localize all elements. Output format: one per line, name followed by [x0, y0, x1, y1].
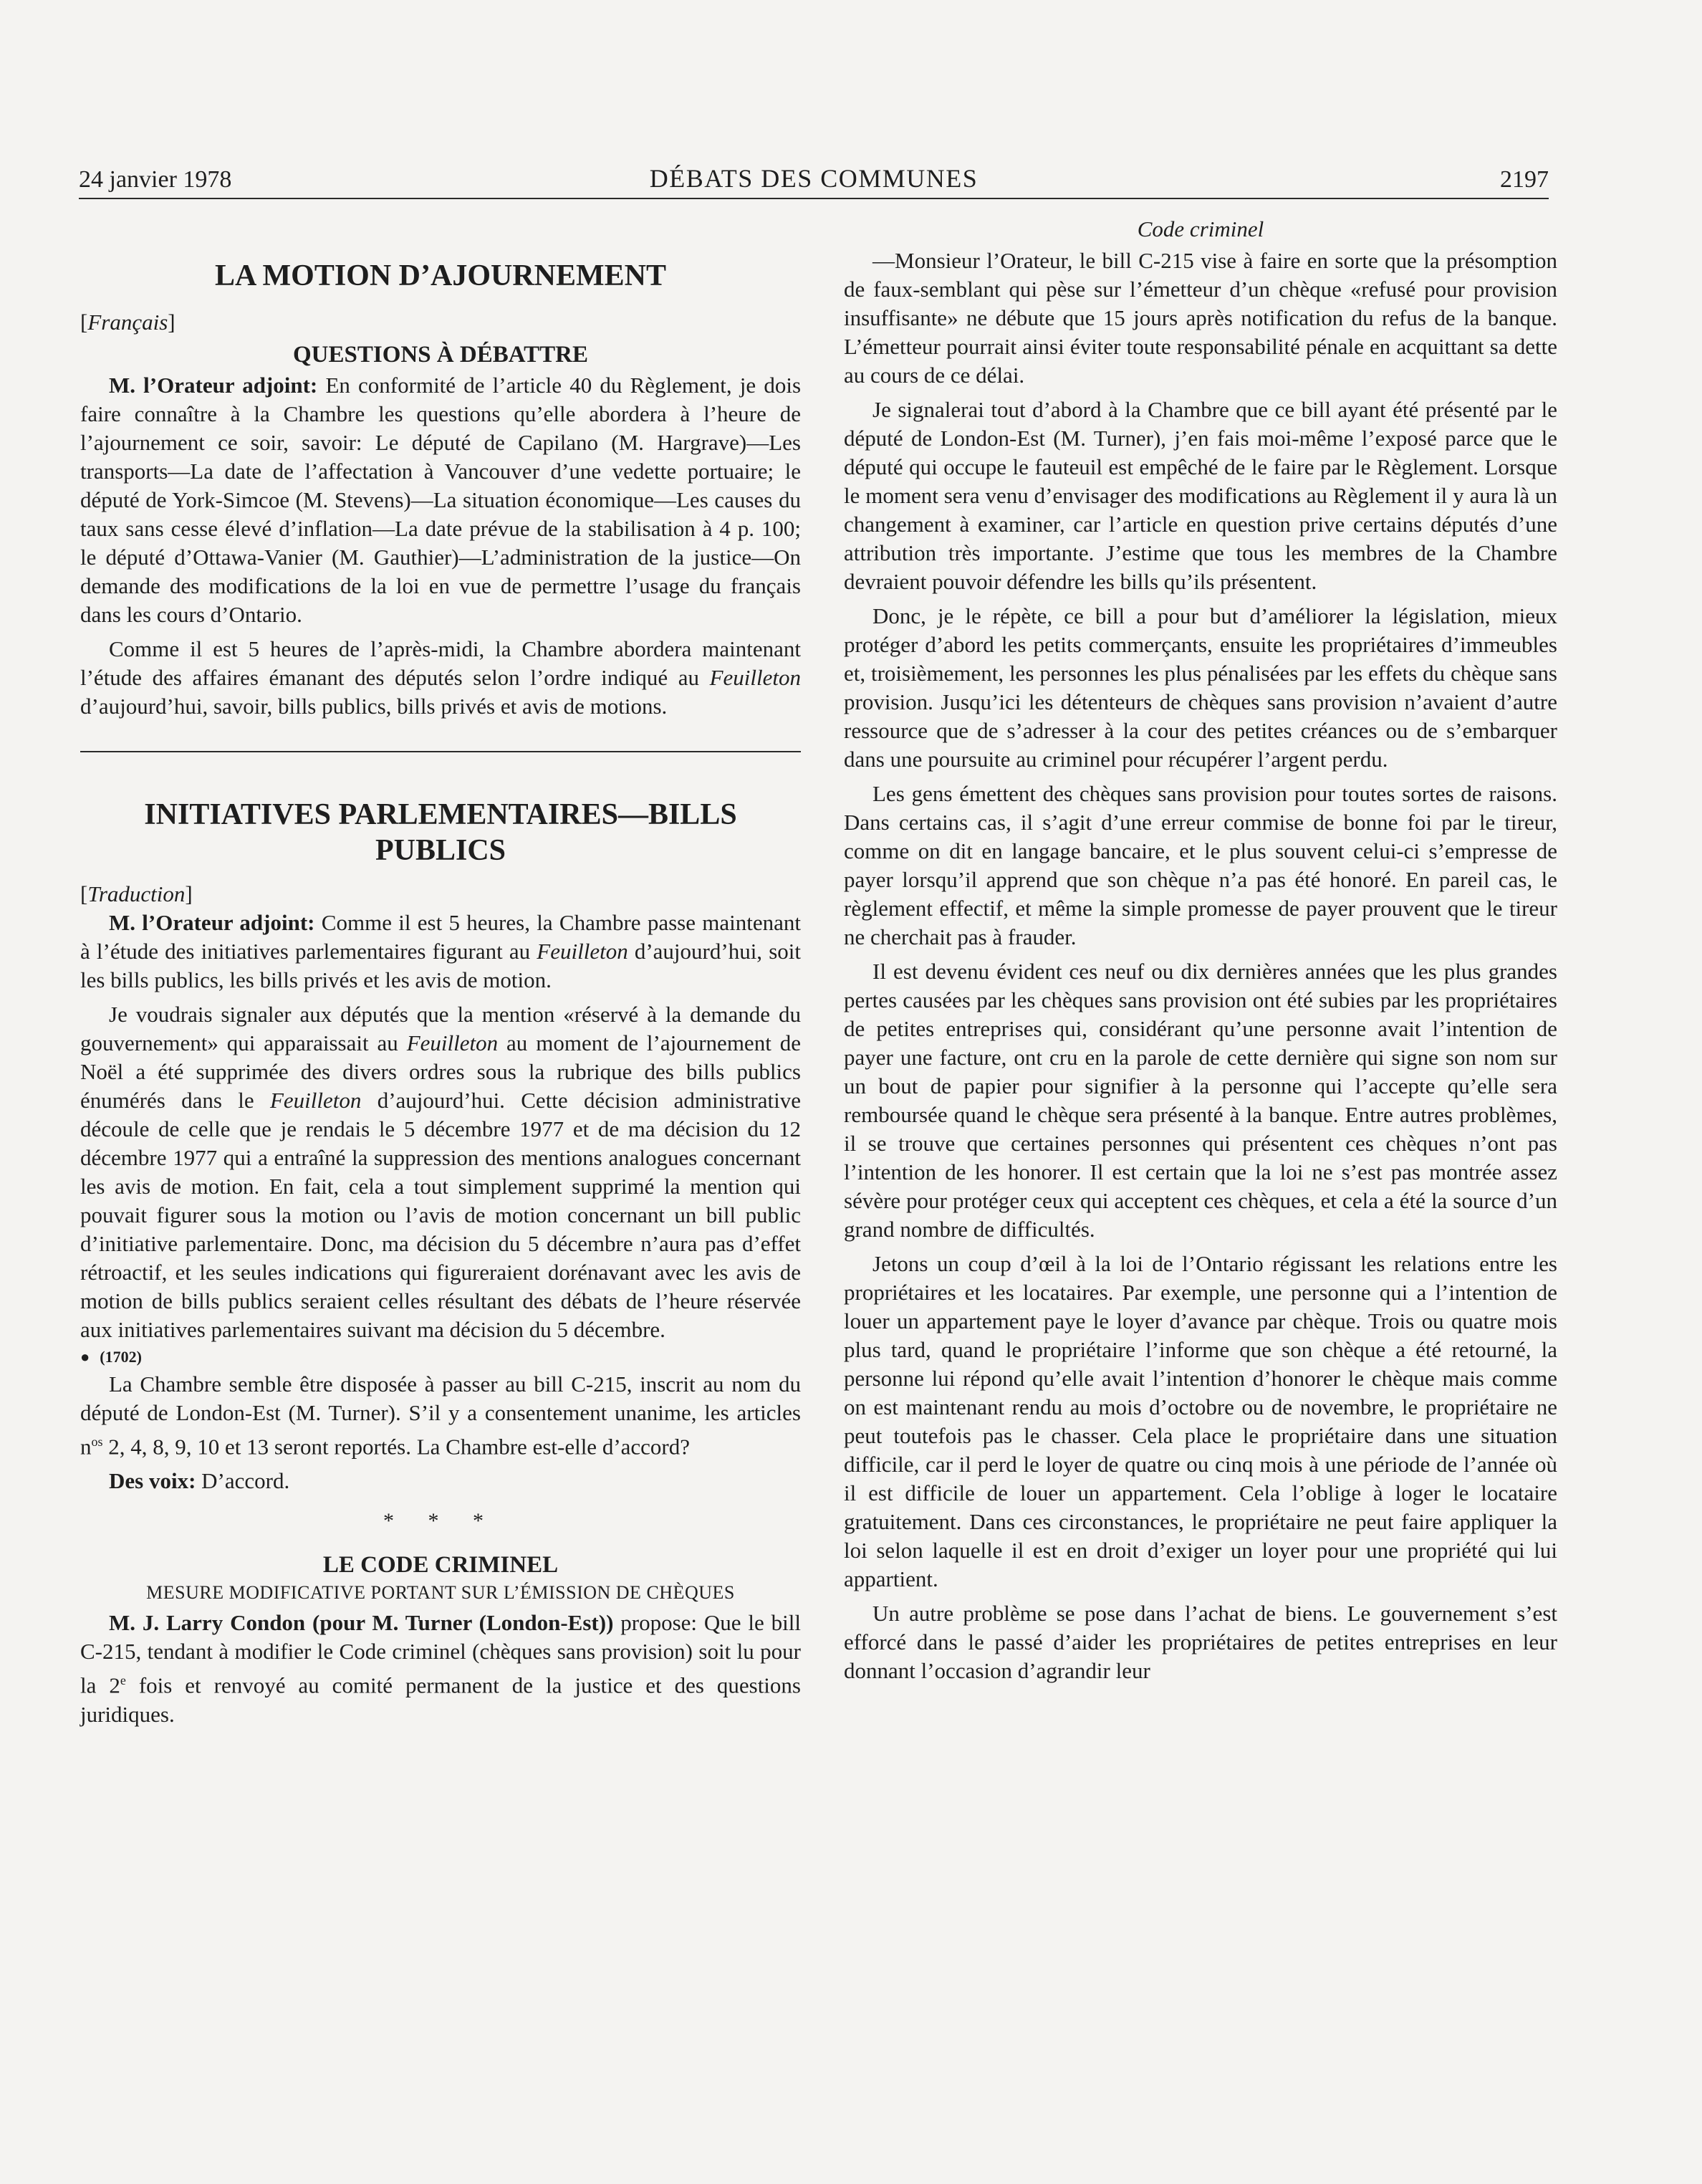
paragraph: Jetons un coup d’œil à la loi de l’Ontario régissant les relations entre les propriétaires et les locataires. Par exemple, une personne qui a l’intention de louer un appartement paye le loyer d’avance par chèque. Trois ou quatre mois plus tard, quand le propriétaire l’informe que son chèque a été retourné, la personne lui répond qu’elle avait l’intention d’honorer le chèque mais comme on est maintenant rendu au mois d’octobre ou de novembre, le propriétaire ne peut toutefois pas le chasser. Cela place le propriétaire dans une situation difficile, car il perd le loyer de quatre ou cinq mois à une période de l’année où il est difficile de louer un appartement. Cela l’oblige à loger le locataire gratuitement. Dans ces circonstances, le propriétaire ne peut faire appliquer la loi selon laquelle il est en droit d’exiger un loyer pour une propriété qui lui appartient. [844, 1251, 1557, 1591]
paragraph: La Chambre semble être disposée à passer au bill C-215, inscrit au nom du député de London-Est (M. Turner). S’il y a consentement unanime, les articles $n^{os}$ 2, 4, 8, 9, 10 et 13 seront reportés. La Chambre est-elle d’accord? [80, 1371, 801, 1460]
header-title: DÉBATS DES COMMUNES [649, 164, 979, 193]
language-tag: [Français] [80, 310, 176, 335]
speaker-name: M. J. Larry Condon (pour M. Turner (London-Est)) [109, 1610, 614, 1636]
right-column [844, 215, 1557, 1685]
section-title-private-members: INITIATIVES PARLEMENTAIRES—BILLS PUBLICS [144, 798, 737, 867]
header-date: 24 janvier 1978 [79, 166, 232, 193]
page-number: 2197 [1500, 166, 1549, 193]
left-column [80, 215, 801, 1729]
speaker-name: M. l’Orateur adjoint: [109, 910, 315, 935]
paragraph: Comme il est 5 heures de l’après-midi, la Chambre abordera maintenant l’étude des affaires émanant des députés selon l’ordre indiqué au Feuilleton d’aujourd’hui, savoir, bills publics, bills privés et avis de motions. [80, 636, 801, 719]
section-title-criminal-code: LE CODE CRIMINEL [322, 1552, 559, 1579]
subsection-title-questions: QUESTIONS À DÉBATTRE [292, 342, 588, 368]
timestamp: ● (1702) [80, 1348, 142, 1366]
paragraph: M. l’Orateur adjoint: En conformité de l’article 40 du Règlement, je dois faire connaître à la Chambre les questions qu’elle abordera à l’heure de l’ajournement ce soir, savoir: Le député de Capilano (M. Hargrave)—Les transports—La date de l’affectation à Vancouver d’une vedette portuaire; le député de York-Simcoe (M. Stevens)—La situation économique—Les causes du taux sans cesse élevé d’inflation—La date prévue de la stabilisation à 4 p. 100; le député d’Ottawa-Vanier (M. Gauthier)—L’administration de la justice—On demande des modifications de la loi en vue de permettre l’usage du français dans les cours d’Ontario. [80, 373, 802, 627]
paragraph: Il est devenu évident ces neuf ou dix dernières années que les plus grandes pertes causées par les chèques sans provision ont été subies par les propriétaires de petites entreprises qui, considérant qu’une personne avait l’intention de payer une facture, ont cru en la parole de cette dernière qui signe son nom sur un bout de papier pour signifier à la personne qui l’accepte qu’elle sera remboursée quand le chèque sera présenté à la banque. Entre autres problèmes, il se trouve que certaines personnes qui présentent ces chèques n’ont pas l’intention de les honorer. Il est certain que la loi ne s’est pas montrée assez sévère pour protéger ceux qui acceptent ces chèques, et cela a été la source d’un grand nombre de difficultés. [844, 959, 1557, 1242]
section-title-adjournment: LA MOTION D’AJOURNEMENT [214, 259, 667, 292]
paragraph: Je signalerai tout d’abord à la Chambre que ce bill ayant été présenté par le député de London-Est (M. Turner), j’en fais moi-même l’exposé parce que le député qui occupe le fauteuil est empêché de le faire par le Règlement. Lorsque le moment sera venu d’envisager des modifications au Règlement il y aura là un changement à examiner, car l’article en question prive certains députés d’une attribution très importante. J’estime que tous les membres de la Chambre devraient pouvoir défendre les bills qu’ils présentent. [844, 397, 1557, 594]
paragraph: Je voudrais signaler aux députés que la mention «réservé à la demande du gouvernement» qui apparaissait au Feuilleton au moment de l’ajournement de Noël a été supprimée des divers ordres sous la rubrique des bills publics énumérés dans le Feuilleton d’aujourd’hui. Cette décision administrative découle de celle que je rendais le 5 décembre 1977 et de ma décision du 12 décembre 1977 qui a entraîné la suppression des mentions analogues concernant les avis de motion. En fait, cela a tout simplement supprimé la mention qui pouvait figurer sous la motion ou l’avis de motion concernant un bill public d’initiative parlementaire. Donc, ma décision du 5 décembre n’aura pas d’effet rétroactif, et les seules indications qui figureraient dorénavant avec les avis de motion de bills publics seraient celles résultant des débats de l’heure réservée aux initiatives parlementaires suivant ma décision du 5 décembre. [80, 1002, 801, 1342]
bullet-icon: ● [80, 1348, 90, 1366]
language-tag: [Traduction] [80, 881, 193, 906]
section-subtitle: MESURE MODIFICATIVE PORTANT SUR L’ÉMISSION DE CHÈQUES [146, 1582, 735, 1604]
speaker-name: M. l’Orateur adjoint: [109, 373, 318, 398]
page-header [79, 162, 1549, 199]
paragraph: M. J. Larry Condon (pour M. Turner (London-Est)) propose: Que le bill C-215, tendant à modifier le Code criminel (chèques sans provision) soit lu pour la 2e fois et renvoyé au comité permanent de la justice et des questions juridiques. [80, 1610, 801, 1727]
section-separator-stars: * * * [383, 1509, 498, 1533]
running-head: Code criminel [1137, 216, 1264, 241]
paragraph: Les gens émettent des chèques sans provision pour toutes sortes de raisons. Dans certains cas, il s’agit d’une erreur commise de bonne foi par le tireur, comme on dit en langage bancaire, et le plus souvent celui-ci s’empresse de payer lorsqu’il apprend que son chèque n’a pas été honoré. En pareil cas, le règlement effectif, et même la simple promesse de payer prouvent que le tireur ne cherchait pas à frauder. [844, 781, 1557, 949]
paragraph: Donc, je le répète, ce bill a pour but d’améliorer la législation, mieux protéger d’abord les petits commerçants, ensuite les propriétaires d’immeubles et, troisièmement, les personnes les plus pénalisées par les effets du chèque sans provision. Jusqu’ici les détenteurs de chèques sans provision n’avaient d’autre ressource que de s’adresser à la cour des petites créances ou de s’embarquer dans une poursuite au criminel pour récupérer l’argent perdu. [844, 603, 1557, 772]
speaker-name: Des voix: [109, 1468, 196, 1494]
paragraph: Des voix: D’accord. [109, 1468, 290, 1494]
paragraph: M. l’Orateur adjoint: Comme il est 5 heures, la Chambre passe maintenant à l’étude des initiatives parlementaires figurant au Feuilleton d’aujourd’hui, soit les bills publics, les bills privés et les avis de motion. [80, 910, 802, 992]
paragraph: —Monsieur l’Orateur, le bill C-215 vise à faire en sorte que la présomption de faux-semblant qui pèse sur l’émetteur d’un chèque «refusé pour provision insuffisante» ne débute que 15 jours après notification du refus de la banque. L’émetteur pourrait ainsi éviter toute responsabilité pénale en acquittant sa dette au cours de ce délai. [844, 248, 1557, 388]
paragraph: Un autre problème se pose dans l’achat de biens. Le gouvernement s’est efforcé dans le passé d’aider les propriétaires de petites entreprises en leur donnant l’occasion d’agrandir leur [844, 1601, 1557, 1683]
